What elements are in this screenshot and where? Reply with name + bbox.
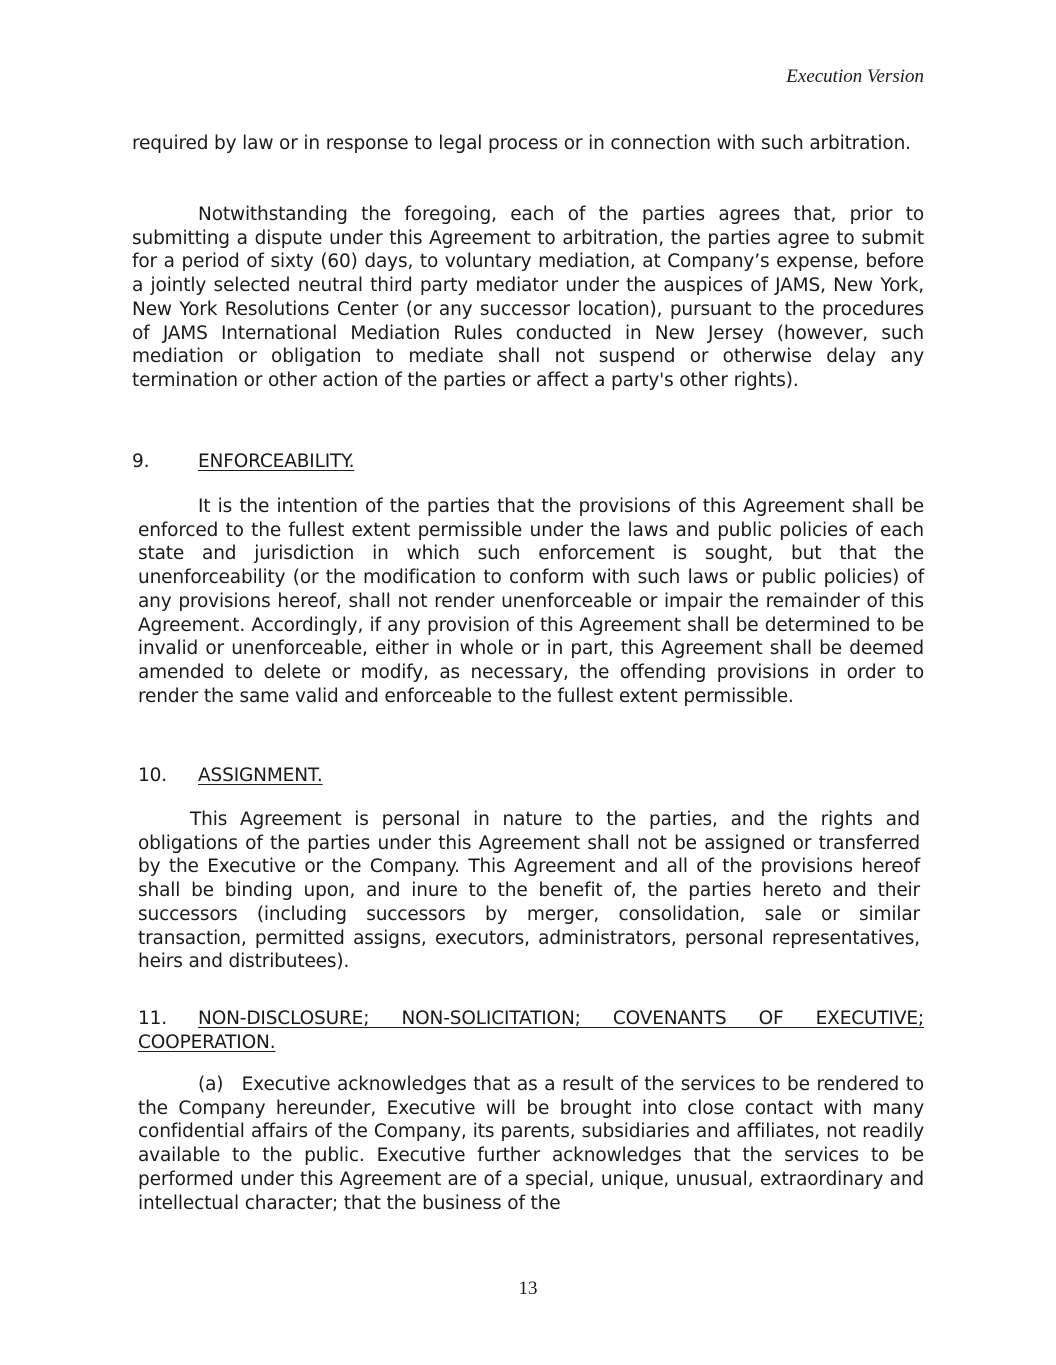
execution-version-label: Execution Version <box>786 66 924 87</box>
section-10-text: This Agreement is personal in nature to the parties, and the rights and obligations of the parties under this Agreement shall not be assigned or transferred by the Executive or the Company. This Agreement and all of the provisions hereof shall be binding upon, and inure to the benefit of, the parties hereto and their successors (including successors by merger, consolidation, sale or similar transaction, permitted assigns, executors, administrators, personal representatives, heirs and distributees). <box>138 809 920 973</box>
section-9-title: ENFORCEABILITY. <box>198 451 355 472</box>
section-11-text: (a) Executive acknowledges that as a result of the services to be rendered to the Company hereunder, Executive will be brought into close contact with many confidential affairs of the Company, its parents, subsidiaries and affiliates, not readily available to the public. Executive further acknowledges that the services to be performed under this Agreement are of a special, unique, unusual, extraordinary and intellectual character; that the business of the <box>138 1074 924 1214</box>
section-9-heading <box>132 450 354 474</box>
continuation-paragraph <box>132 132 924 156</box>
section-10-paragraph <box>138 808 920 974</box>
section-10-number: 10. <box>138 765 167 786</box>
section-9-number: 9. <box>132 451 150 472</box>
section-10-heading <box>138 764 323 788</box>
page-number: 13 <box>518 1278 538 1299</box>
section-11-paragraph <box>138 1073 924 1215</box>
section-9-text: It is the intention of the parties that the provisions of this Agreement shall be enforced to the fullest extent permissible under the laws and public policies of each state and jurisdiction in which such enforcement is sought, but that the unenforceability (or the modification to conform with such laws or public policies) of any provisions hereof, shall not render unenforceable or impair the remainder of this Agreement. Accordingly, if any provision of this Agreement shall be determined to be invalid or unenforceable, either in whole or in part, this Agreement shall be deemed amended to delete or modify, as necessary, the offending provisions in order to render the same valid and enforceable to the fullest extent permissible. <box>138 496 924 707</box>
section-10-title: ASSIGNMENT. <box>198 765 323 786</box>
mediation-text: Notwithstanding the foregoing, each of the parties agrees that, prior to submitting a dispute under this Agreement to arbitration, the parties agree to submit for a period of sixty (60) days, to voluntary mediation, at Company’s expense, before a jointly selected neutral third party mediator under the auspices of JAMS, New York, New York Resolutions Center (or any successor location), pursuant to the procedures of JAMS International Mediation Rules conducted in New Jersey (however, such mediation or obligation to mediate shall not suspend or otherwise delay any termination or other action of the parties or affect a party's other rights). <box>132 204 924 391</box>
continuation-text: required by law or in response to legal process or in connection with such arbitration. <box>132 133 911 154</box>
section-9-paragraph <box>138 495 924 708</box>
mediation-paragraph <box>132 203 924 393</box>
section-11-number: 11. <box>138 1008 167 1029</box>
section-11-title: NON-DISCLOSURE; NON-SOLICITATION; COVENANTS OF EXECUTIVE; COOPERATION. <box>138 1008 924 1053</box>
section-11-heading <box>138 1007 924 1054</box>
